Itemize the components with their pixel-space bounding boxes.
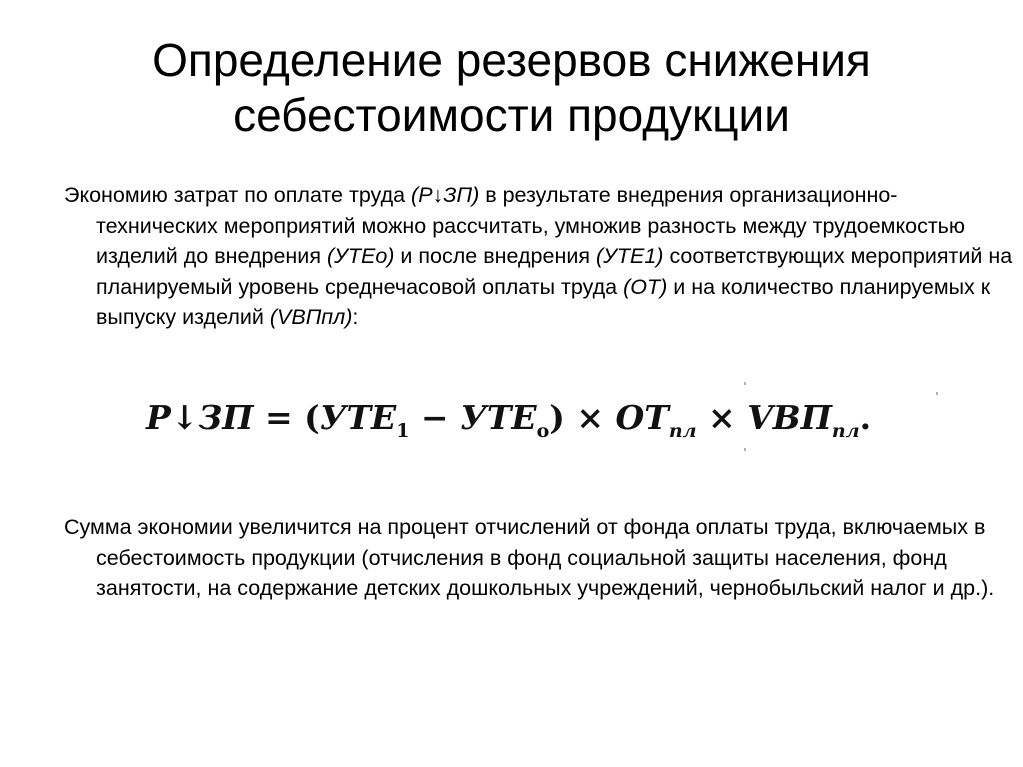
formula-operator: = (	[253, 398, 320, 437]
formula-subscript: пл	[668, 420, 697, 442]
formula-term: УТЕ	[460, 398, 537, 437]
variable-label: (УТЕ1)	[595, 244, 664, 269]
formula-operator: ×	[696, 398, 748, 437]
text-segment: в результате внедрения организационно-технических мероприятий можно рассчитать, умножив разность между трудоемкостью изделий до внедрения	[96, 183, 965, 269]
formula-subscript: пл	[831, 420, 860, 442]
text-segment: :	[352, 305, 359, 330]
variable-label: (ОТ)	[623, 274, 668, 299]
text-segment: Экономию затрат по оплате труда	[64, 183, 412, 207]
formula-operator: ) ×	[549, 398, 616, 437]
scan-speck	[744, 448, 746, 451]
variable-label: (УТЕо)	[326, 244, 395, 269]
scan-speck	[936, 392, 938, 395]
formula-term: VВП	[747, 398, 832, 437]
formula-subscript: 1	[396, 420, 410, 442]
scan-speck	[744, 382, 746, 385]
formula-subscript: о	[536, 420, 550, 442]
paragraph-additional-savings: Сумма экономии увеличится на процент отчислений от фонда оплаты труда, включаемых в себестоимость продукции (отчисления в фонд социальной защиты населения, фонд занятости, на содержание детских дошкольных учреждений, чернобыльский налог и др.).	[64, 515, 995, 601]
savings-formula	[146, 388, 916, 448]
formula-lhs: Р↓ЗП	[146, 398, 254, 437]
text-segment: и после внедрения	[394, 244, 596, 269]
formula-term: УТЕ	[319, 398, 397, 437]
text-segment: и на количество планируемых к выпуску изделий	[96, 274, 991, 330]
title-line-2: себестоимости продукции	[233, 89, 790, 141]
formula-operator: −	[409, 398, 461, 437]
text-segment: соответствующих мероприятий на планируемый уровень среднечасовой оплаты труда	[96, 244, 1013, 299]
slide-title	[20, 33, 1003, 143]
title-line-1: Определение резервов снижения	[152, 34, 871, 86]
formula-operator: .	[859, 398, 872, 437]
variable-label: (Р↓ЗП)	[411, 183, 480, 207]
variable-label: (VВПпл)	[269, 305, 353, 330]
paragraph-labor-savings	[64, 180, 1016, 333]
formula-term: ОТ	[615, 398, 669, 437]
